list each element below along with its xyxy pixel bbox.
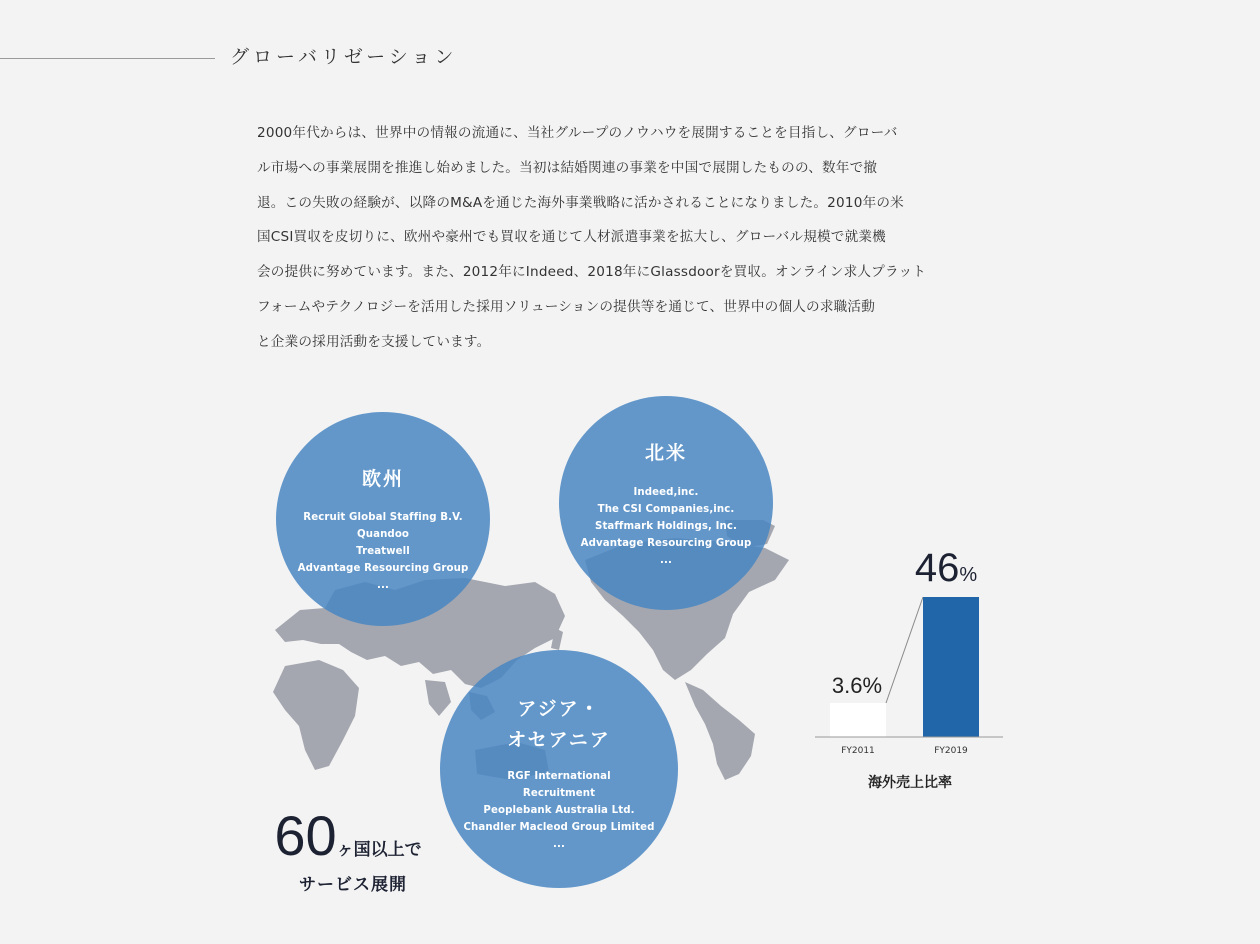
north-america-company-list (581, 484, 752, 569)
body-line: 国CSI買収を皮切りに、欧州や豪州でも買収を通じて人材派遣事業を拡大し、グローバル規模で就業機 (257, 229, 886, 246)
chart-title: 海外売上比率 (868, 775, 952, 791)
company-item: Chandler Macleod Group Limited (463, 822, 655, 833)
company-item: Indeed,inc. (633, 487, 699, 498)
company-item: ... (377, 580, 389, 591)
value-label-fy2011 (832, 673, 882, 698)
company-item: The CSI Companies,inc. (597, 504, 735, 515)
countries-unit: ヶ国以上で (336, 840, 422, 860)
europe-company-list (298, 509, 469, 594)
asia-oceania-region-circle (440, 650, 678, 888)
body-text (257, 116, 1007, 360)
company-item: Advantage Resourcing Group (580, 538, 752, 549)
company-item: Peoplebank Australia Ltd. (483, 805, 635, 816)
europe-region-circle (276, 412, 490, 626)
company-item: ... (660, 555, 672, 566)
value-label-fy2019 (915, 546, 978, 590)
company-item: Quandoo (356, 529, 410, 540)
body-line: ル市場への事業展開を推進し始めました。当初は結婚関連の事業を中国で展開したものの、数年で撤 (257, 159, 878, 176)
value-percent-sign: % (959, 564, 978, 586)
countries-number: 60 (274, 804, 337, 867)
body-line: フォームやテクノロジーを活用した採用ソリューションの提供等を通じて、世界中の個人の求職活動 (257, 298, 875, 315)
countries-subtitle: サービス展開 (299, 875, 407, 895)
company-item: Staffmark Holdings, Inc. (595, 521, 737, 532)
category-label-fy2019: FY2019 (934, 746, 968, 756)
company-item: Treatwell (356, 546, 410, 557)
body-line: 会の提供に努めています。また、2012年にIndeed、2018年にGlassdoorを買収。オンライン求人プラット (257, 264, 927, 281)
asia-oceania-company-list (463, 768, 654, 853)
north-america-region-circle (559, 396, 773, 610)
value-number: 46 (914, 546, 960, 590)
bar-fy2011 (830, 703, 886, 737)
europe-title: 欧州 (361, 468, 404, 490)
body-line: 退。この失敗の経験が、以降のM&Aを通じた海外事業戦略に活かされることになりました。2010年の米 (257, 194, 904, 211)
overseas-sales-chart (815, 530, 1015, 800)
company-item: Advantage Resourcing Group (297, 563, 469, 574)
bar-fy2019 (923, 597, 979, 737)
value-number: 3.6% (831, 673, 883, 698)
body-line: と企業の採用活動を支援しています。 (257, 333, 491, 350)
company-item: Recruitment (522, 788, 596, 799)
company-item: RGF International (507, 771, 611, 782)
body-line: 2000年代からは、世界中の情報の流通に、当社グループのノウハウを展開することを目指し、グローバ (257, 125, 898, 141)
asia-oceania-title-line1: アジア・ (517, 698, 601, 720)
category-label-fy2011: FY2011 (841, 746, 875, 756)
company-item: Recruit Global Staffing B.V. (303, 512, 463, 523)
heading-rule (0, 58, 215, 59)
north-america-title: 北米 (644, 442, 687, 464)
company-item: ... (553, 839, 565, 850)
countries-stat (258, 806, 438, 895)
asia-oceania-title-line2: オセアニア (507, 729, 611, 751)
chart-connector-line (886, 597, 923, 703)
section-heading: グローバリゼーション (230, 46, 458, 68)
